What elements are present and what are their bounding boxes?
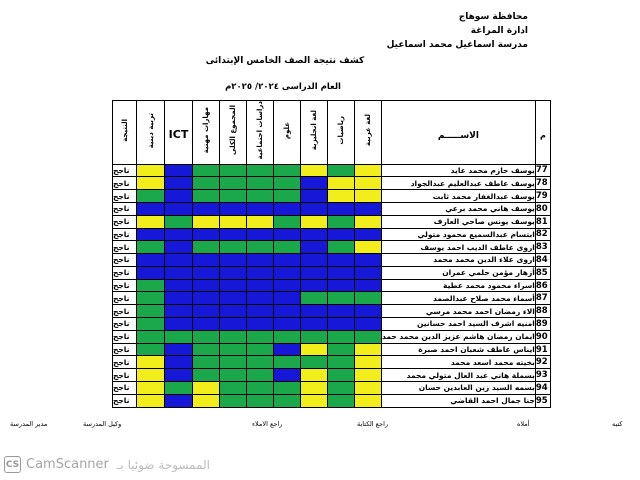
result-cell: ناجح	[113, 215, 137, 228]
grade-cell	[301, 177, 328, 190]
header-number: م	[535, 101, 550, 165]
student-number-cell: 81	[535, 215, 550, 228]
result-cell: ناجح	[113, 164, 137, 177]
grade-cell	[274, 305, 301, 318]
student-number-cell: 87	[535, 292, 550, 305]
table-row	[113, 266, 551, 279]
result-cell: ناجح	[113, 228, 137, 241]
grade-cell	[247, 177, 274, 190]
student-number-cell: 77	[535, 164, 550, 177]
grade-cell	[165, 164, 193, 177]
grade-cell	[301, 266, 328, 279]
grade-cell	[301, 369, 328, 382]
grade-cell	[328, 177, 355, 190]
grade-cell	[274, 202, 301, 215]
sheet-title: كشف نتيجة الصف الخامس الإبتدائى	[205, 56, 365, 66]
header-subject: مهارات مهنية	[193, 101, 220, 165]
grade-cell	[355, 292, 382, 305]
student-name-cell: بخيته محمد اسعد محمد	[382, 356, 536, 369]
grade-cell	[247, 305, 274, 318]
grade-cell	[328, 241, 355, 254]
scanner-arabic-label: الممسوحة ضوئيا بـ	[116, 457, 211, 472]
grade-cell	[274, 164, 301, 177]
grade-cell	[137, 215, 165, 228]
result-cell: ناجح	[113, 356, 137, 369]
grade-cell	[193, 228, 220, 241]
grade-cell	[301, 318, 328, 331]
grade-cell	[165, 330, 193, 343]
student-number-cell: 85	[535, 266, 550, 279]
grade-cell	[193, 369, 220, 382]
grade-cell	[328, 305, 355, 318]
grade-cell	[274, 279, 301, 292]
grade-cell	[355, 356, 382, 369]
camscanner-logo-icon: CS	[4, 456, 21, 473]
grade-cell	[193, 382, 220, 395]
grade-cell	[247, 241, 274, 254]
grade-cell	[193, 356, 220, 369]
grade-cell	[274, 266, 301, 279]
student-name-cell: أزهار مؤمن حلمي عمران	[382, 266, 536, 279]
grade-cell	[328, 228, 355, 241]
grade-cell	[193, 279, 220, 292]
result-cell: ناجح	[113, 190, 137, 203]
grade-cell	[137, 279, 165, 292]
result-cell: ناجح	[113, 254, 137, 267]
grade-cell	[165, 343, 193, 356]
grade-cell	[220, 215, 247, 228]
header-subject: المجموع الكلى	[220, 101, 247, 165]
grade-cell	[328, 318, 355, 331]
student-number-cell: 93	[535, 369, 550, 382]
governorate-label: محافظة سوهاج	[458, 12, 528, 22]
grade-cell	[193, 343, 220, 356]
grade-cell	[274, 356, 301, 369]
result-cell: ناجح	[113, 292, 137, 305]
student-number-cell: 92	[535, 356, 550, 369]
table-row	[113, 343, 551, 356]
table-row	[113, 292, 551, 305]
grade-cell	[355, 382, 382, 395]
table-header-row	[113, 101, 551, 165]
grade-cell	[355, 164, 382, 177]
grade-cell	[165, 382, 193, 395]
result-cell: ناجح	[113, 318, 137, 331]
student-name-cell: بسملة هاني عبد العال متولي محمد	[382, 369, 536, 382]
grade-cell	[301, 202, 328, 215]
student-name-cell: يوسف يونس صاحي العارف	[382, 215, 536, 228]
grade-cell	[193, 266, 220, 279]
table-row	[113, 254, 551, 267]
student-number-cell: 88	[535, 305, 550, 318]
student-number-cell: 91	[535, 343, 550, 356]
grade-cell	[328, 215, 355, 228]
grade-cell	[301, 241, 328, 254]
footer-written-by: كتبه	[612, 420, 623, 428]
grade-cell	[247, 343, 274, 356]
grade-cell	[301, 292, 328, 305]
grade-cell	[165, 369, 193, 382]
grade-cell	[355, 279, 382, 292]
student-name-cell: اروى عاطف الديب احمد يوسف	[382, 241, 536, 254]
header-subject: علوم	[274, 101, 301, 165]
grade-cell	[165, 292, 193, 305]
grade-cell	[193, 254, 220, 267]
student-name-cell: ايناس عاطف شعبان احمد صبرة	[382, 343, 536, 356]
grade-cell	[165, 254, 193, 267]
grade-cell	[328, 202, 355, 215]
grade-cell	[355, 215, 382, 228]
grade-cell	[165, 305, 193, 318]
grade-cell	[137, 190, 165, 203]
grade-cell	[247, 266, 274, 279]
grade-cell	[274, 382, 301, 395]
grade-cell	[247, 279, 274, 292]
grade-cell	[247, 254, 274, 267]
grade-cell	[165, 241, 193, 254]
grade-cell	[247, 356, 274, 369]
result-cell: ناجح	[113, 330, 137, 343]
grade-cell	[247, 164, 274, 177]
header-subject: رياضيات	[328, 101, 355, 165]
header-subject: ICT	[165, 101, 193, 165]
grade-cell	[301, 164, 328, 177]
administration-label: ادارة المراغة	[470, 26, 528, 36]
grade-cell	[301, 382, 328, 395]
grade-cell	[274, 318, 301, 331]
result-cell: ناجح	[113, 382, 137, 395]
student-name-cell: اروى علاء الدين محمد محمد	[382, 254, 536, 267]
table-row	[113, 318, 551, 331]
grade-cell	[137, 202, 165, 215]
header-subject: تربية دينية	[137, 101, 165, 165]
grade-cell	[137, 382, 165, 395]
grade-cell	[301, 343, 328, 356]
grade-cell	[301, 254, 328, 267]
result-cell: ناجح	[113, 279, 137, 292]
student-name-cell: بسمه السيد زين العابدين حسان	[382, 382, 536, 395]
table-row	[113, 356, 551, 369]
grade-cell	[220, 202, 247, 215]
student-number-cell: 86	[535, 279, 550, 292]
grade-cell	[274, 241, 301, 254]
footer-dictation-reviewed: راجع الاملاء	[252, 420, 283, 428]
grade-cell	[220, 279, 247, 292]
result-cell: ناجح	[113, 343, 137, 356]
grade-cell	[165, 190, 193, 203]
grade-cell	[247, 292, 274, 305]
grade-cell	[355, 318, 382, 331]
grade-cell	[328, 279, 355, 292]
footer-dictated-by: أملاه	[517, 420, 530, 428]
header-subject: لغة انجليزية	[301, 101, 328, 165]
grade-cell	[274, 215, 301, 228]
grade-cell	[137, 164, 165, 177]
grade-cell	[247, 228, 274, 241]
grade-cell	[274, 228, 301, 241]
result-cell: ناجح	[113, 266, 137, 279]
grade-cell	[274, 292, 301, 305]
grade-cell	[165, 266, 193, 279]
grade-cell	[328, 330, 355, 343]
grade-cell	[165, 202, 193, 215]
table-body	[113, 164, 551, 407]
student-name-cell: اسراء محمود محمد عطية	[382, 279, 536, 292]
grade-cell	[165, 394, 193, 407]
grade-cell	[165, 228, 193, 241]
student-number-cell: 95	[535, 394, 550, 407]
grade-cell	[137, 266, 165, 279]
grade-cell	[274, 190, 301, 203]
footer-writing-reviewed: راجع الكتابة	[357, 420, 389, 428]
student-name-cell: يوسف عاطف عبدالعليم عبدالجواد	[382, 177, 536, 190]
grade-cell	[328, 164, 355, 177]
grade-cell	[137, 394, 165, 407]
grade-cell	[165, 279, 193, 292]
grade-cell	[274, 369, 301, 382]
grade-cell	[355, 305, 382, 318]
grade-cell	[165, 215, 193, 228]
grade-cell	[220, 394, 247, 407]
grade-cell	[301, 215, 328, 228]
grade-cell	[355, 369, 382, 382]
grade-cell	[193, 177, 220, 190]
grade-cell	[301, 279, 328, 292]
grade-cell	[193, 190, 220, 203]
grade-cell	[193, 241, 220, 254]
student-number-cell: 82	[535, 228, 550, 241]
grade-cell	[301, 356, 328, 369]
grade-cell	[220, 292, 247, 305]
table-row	[113, 241, 551, 254]
grade-cell	[220, 190, 247, 203]
table-row	[113, 190, 551, 203]
grade-cell	[328, 266, 355, 279]
student-name-cell: جنا جمال احمد القاضي	[382, 394, 536, 407]
grade-cell	[220, 356, 247, 369]
grade-cell	[220, 369, 247, 382]
grade-cell	[165, 318, 193, 331]
grade-cell	[328, 394, 355, 407]
grade-cell	[193, 164, 220, 177]
grade-cell	[193, 318, 220, 331]
table-row	[113, 177, 551, 190]
grade-cell	[355, 190, 382, 203]
grade-cell	[193, 330, 220, 343]
grade-cell	[328, 382, 355, 395]
table-row	[113, 369, 551, 382]
grade-cell	[193, 305, 220, 318]
grade-cell	[328, 369, 355, 382]
student-number-cell: 80	[535, 202, 550, 215]
student-name-cell: يوسف حازم محمد عايد	[382, 164, 536, 177]
academic-year: العام الدراسى ٢٠٢٤/ ٢٠٢٥م	[225, 82, 341, 92]
header-subject: دراسات اجتماعية	[247, 101, 274, 165]
results-table	[112, 100, 551, 408]
grade-cell	[137, 254, 165, 267]
grade-cell	[274, 330, 301, 343]
scanner-watermark	[4, 456, 210, 473]
result-cell: ناجح	[113, 305, 137, 318]
table-row	[113, 279, 551, 292]
grade-cell	[193, 202, 220, 215]
footer-vice-principal: وكيل المدرسة	[83, 420, 122, 428]
grade-cell	[165, 177, 193, 190]
grade-cell	[247, 369, 274, 382]
student-number-cell: 78	[535, 177, 550, 190]
grade-cell	[165, 356, 193, 369]
result-cell: ناجح	[113, 394, 137, 407]
table-row	[113, 164, 551, 177]
grade-cell	[137, 369, 165, 382]
header-name: الاســـــم	[382, 101, 536, 165]
grade-cell	[137, 318, 165, 331]
result-cell: ناجح	[113, 369, 137, 382]
grade-cell	[193, 292, 220, 305]
student-name-cell: أسماء محمد صلاح عبدالصمد	[382, 292, 536, 305]
grade-cell	[220, 343, 247, 356]
grade-cell	[220, 241, 247, 254]
footer-principal: مدير المدرسة	[10, 420, 48, 428]
grade-cell	[220, 164, 247, 177]
grade-cell	[328, 343, 355, 356]
grade-cell	[137, 356, 165, 369]
grade-cell	[247, 215, 274, 228]
table-row	[113, 228, 551, 241]
grade-cell	[274, 254, 301, 267]
grade-cell	[137, 241, 165, 254]
grade-cell	[355, 202, 382, 215]
grade-cell	[355, 241, 382, 254]
student-name-cell: ابتسام عبدالسميع محمود متولي	[382, 228, 536, 241]
grade-cell	[247, 382, 274, 395]
grade-cell	[247, 202, 274, 215]
table-row	[113, 394, 551, 407]
grade-cell	[137, 228, 165, 241]
scanner-name: CamScanner	[26, 457, 109, 472]
student-name-cell: امنيه اشرف السيد احمد حسانين	[382, 318, 536, 331]
school-name: مدرسة اسماعيل محمد اسماعيل	[386, 40, 528, 50]
student-name-cell: ايمان رمضان هاشم عزيز الدين محمد حمد	[382, 332, 535, 342]
grade-cell	[137, 343, 165, 356]
grade-cell	[355, 228, 382, 241]
grade-cell	[193, 394, 220, 407]
grade-cell	[247, 318, 274, 331]
grade-cell	[355, 343, 382, 356]
grade-cell	[355, 394, 382, 407]
grade-cell	[301, 305, 328, 318]
student-number-cell: 79	[535, 190, 550, 203]
student-name-cell: يوسف عبدالغفار محمد ثابت	[382, 190, 536, 203]
grade-cell	[328, 254, 355, 267]
grade-cell	[137, 305, 165, 318]
grade-cell	[301, 330, 328, 343]
student-number-cell: 84	[535, 254, 550, 267]
grade-cell	[301, 228, 328, 241]
grade-cell	[220, 254, 247, 267]
table-row	[113, 215, 551, 228]
grade-cell	[193, 215, 220, 228]
student-name-cell: الاء رمضان احمد محمد مرسي	[382, 305, 536, 318]
student-number-cell: 94	[535, 382, 550, 395]
result-cell: ناجح	[113, 241, 137, 254]
student-number-cell: 89	[535, 318, 550, 331]
grade-cell	[220, 266, 247, 279]
grade-cell	[220, 177, 247, 190]
grade-cell	[355, 177, 382, 190]
grade-cell	[220, 305, 247, 318]
grade-cell	[247, 394, 274, 407]
grade-cell	[247, 190, 274, 203]
grade-cell	[137, 177, 165, 190]
grade-cell	[355, 254, 382, 267]
grade-cell	[328, 292, 355, 305]
grade-cell	[274, 394, 301, 407]
grade-cell	[301, 394, 328, 407]
student-name-cell: يوسف هاني محمد برعي	[382, 202, 536, 215]
grade-cell	[274, 343, 301, 356]
header-result: النتيجة	[113, 101, 137, 165]
table-row	[113, 330, 551, 343]
header-subject: لغة عربية	[355, 101, 382, 165]
grade-cell	[301, 190, 328, 203]
grade-cell	[274, 177, 301, 190]
table-row	[113, 202, 551, 215]
grade-cell	[137, 292, 165, 305]
grade-cell	[137, 330, 165, 343]
table-row	[113, 305, 551, 318]
grade-cell	[220, 228, 247, 241]
grade-cell	[355, 266, 382, 279]
result-cell: ناجح	[113, 202, 137, 215]
grade-cell	[220, 330, 247, 343]
grade-cell	[355, 330, 382, 343]
grade-cell	[220, 318, 247, 331]
result-cell: ناجح	[113, 177, 137, 190]
student-number-cell: 83	[535, 241, 550, 254]
grade-cell	[247, 330, 274, 343]
grade-cell	[328, 190, 355, 203]
grade-cell	[328, 356, 355, 369]
grade-cell	[220, 382, 247, 395]
table-row	[113, 382, 551, 395]
student-number-cell: 90	[535, 330, 550, 343]
